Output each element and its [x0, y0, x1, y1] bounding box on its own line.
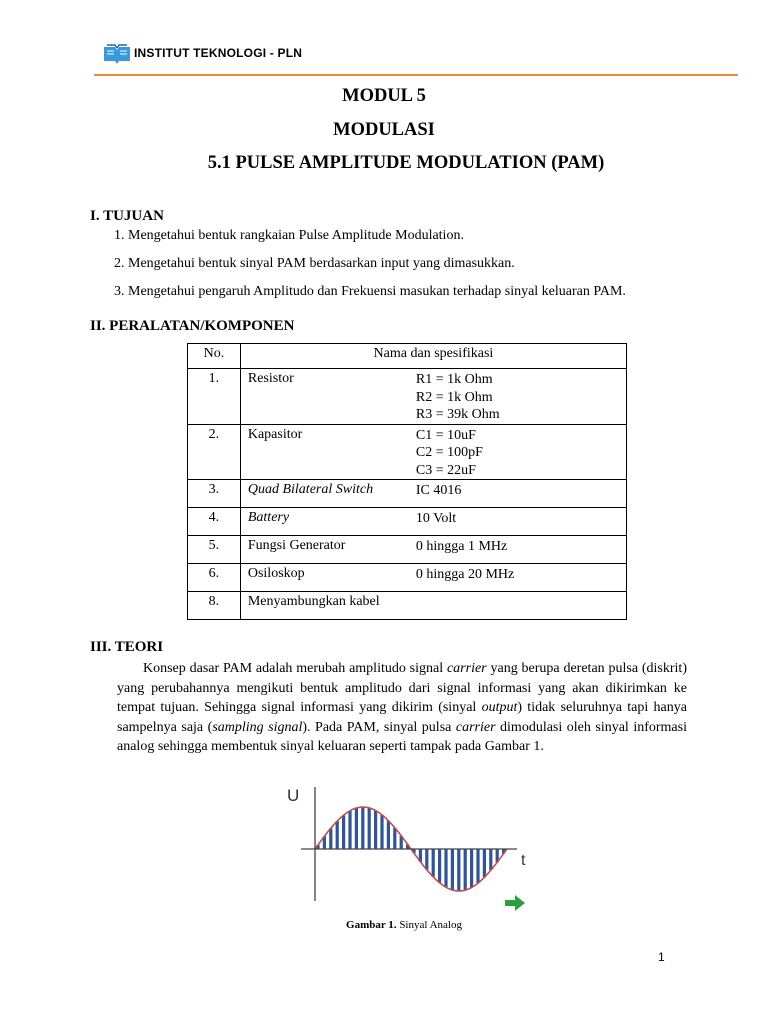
module-title: MODUL 5 — [342, 86, 426, 106]
sample-pulse — [355, 808, 358, 849]
arrow-right-icon — [505, 895, 525, 911]
row-spec: 10 Volt — [415, 511, 457, 526]
sample-pulse — [368, 808, 371, 849]
table-row — [188, 508, 627, 536]
sample-pulse — [483, 849, 486, 877]
sample-pulse — [438, 849, 441, 883]
row-spec: R1 = 1k Ohm — [415, 372, 493, 387]
sample-pulse — [374, 811, 377, 850]
table-row — [188, 369, 627, 425]
row-spec: 0 hingga 1 MHz — [415, 539, 508, 554]
row-name: Menyambungkan kabel — [247, 594, 380, 609]
row-spec: R3 = 39k Ohm — [415, 407, 500, 422]
module-topic: MODULASI — [333, 120, 435, 140]
section-title: 5.1 PULSE AMPLITUDE MODULATION (PAM) — [207, 153, 605, 173]
row-no: 3. — [188, 480, 241, 508]
row-name: Battery — [247, 510, 290, 525]
sample-pulse — [489, 849, 492, 870]
sample-pulse — [342, 815, 345, 849]
sample-pulse — [361, 807, 364, 849]
row-spec: 0 hingga 20 MHz — [415, 567, 515, 582]
page-number: 1 — [658, 950, 665, 964]
header-no: No. — [188, 344, 241, 369]
row-no: 5. — [188, 536, 241, 564]
component-table — [187, 343, 627, 620]
sample-pulse — [432, 849, 435, 877]
row-spec: R2 = 1k Ohm — [415, 389, 493, 405]
page-header — [94, 40, 738, 76]
sample-pulse — [476, 849, 479, 883]
pam-signal-figure — [285, 781, 535, 913]
row-no: 2. — [188, 424, 241, 480]
sample-pulse — [387, 821, 390, 849]
row-spec: C1 = 10uF — [415, 427, 476, 443]
goal-item: 1. Mengetahui bentuk rangkaian Pulse Amplitude Modulation. — [114, 228, 464, 243]
row-name: Fungsi Generator — [247, 538, 346, 553]
sample-pulse — [393, 828, 396, 849]
y-axis-label: U — [287, 786, 300, 805]
row-spec: C2 = 100pF — [415, 445, 483, 460]
sample-pulse — [470, 849, 473, 888]
row-no: 6. — [188, 564, 241, 592]
header-name: Nama dan spesifikasi — [240, 344, 626, 369]
table-row — [188, 536, 627, 564]
table-row — [188, 564, 627, 592]
figure-caption: Gambar 1. Sinyal Analog — [346, 919, 462, 931]
row-name: Quad Bilateral Switch — [247, 482, 374, 497]
table-row — [188, 424, 627, 480]
sample-pulse — [451, 849, 454, 890]
goal-item: 2. Mengetahui bentuk sinyal PAM berdasarkan input yang dimasukkan. — [114, 256, 515, 271]
row-name: Resistor — [247, 371, 294, 386]
table-row — [188, 480, 627, 508]
row-no: 1. — [188, 369, 241, 425]
row-no: 4. — [188, 508, 241, 536]
row-no: 8. — [188, 592, 241, 620]
sample-pulse — [425, 849, 428, 870]
row-name: Osiloskop — [247, 566, 305, 581]
table-header-row — [188, 344, 627, 369]
sample-pulse — [380, 815, 383, 849]
table-row — [188, 592, 627, 620]
sample-pulse — [348, 811, 351, 849]
row-spec: IC 4016 — [415, 483, 462, 498]
book-logo-icon — [102, 43, 132, 65]
teori-paragraph: Konsep dasar PAM adalah merubah amplitudo signal carrier yang berupa deretan pulsa (diskrit) yang perubahannya mengikuti bentuk amplitudo dari signal informasi yang akan dikirimkan ke tempat tujuan. Sehingga signal informasi yang dikirim (sinyal output) tidak seluruhnya tapi hanya sampelnya saja (sampling signal). Pada PAM, sinyal pulsa carrier dimodulasi oleh sinyal informasi analog sehingga membentuk sinyal keluaran seperti tampak pada Gambar 1. — [117, 661, 687, 755]
x-axis-label: t — [521, 852, 526, 869]
sample-pulse — [336, 821, 339, 849]
institution-name: INSTITUT TEKNOLOGI - PLN — [134, 46, 303, 60]
sample-pulse — [464, 849, 467, 890]
sample-pulse — [329, 828, 332, 849]
sample-pulse — [457, 849, 460, 891]
peralatan-heading: II. PERALATAN/KOMPONEN — [90, 318, 295, 334]
teori-heading: III. TEORI — [90, 639, 164, 655]
tujuan-heading: I. TUJUAN — [90, 208, 164, 224]
row-name: Kapasitor — [247, 426, 303, 442]
goal-item: 3. Mengetahui pengaruh Amplitudo dan Frekuensi masukan terhadap sinyal keluaran PAM. — [114, 284, 626, 299]
sample-pulse — [444, 849, 447, 887]
row-spec: C3 = 22uF — [415, 462, 476, 478]
